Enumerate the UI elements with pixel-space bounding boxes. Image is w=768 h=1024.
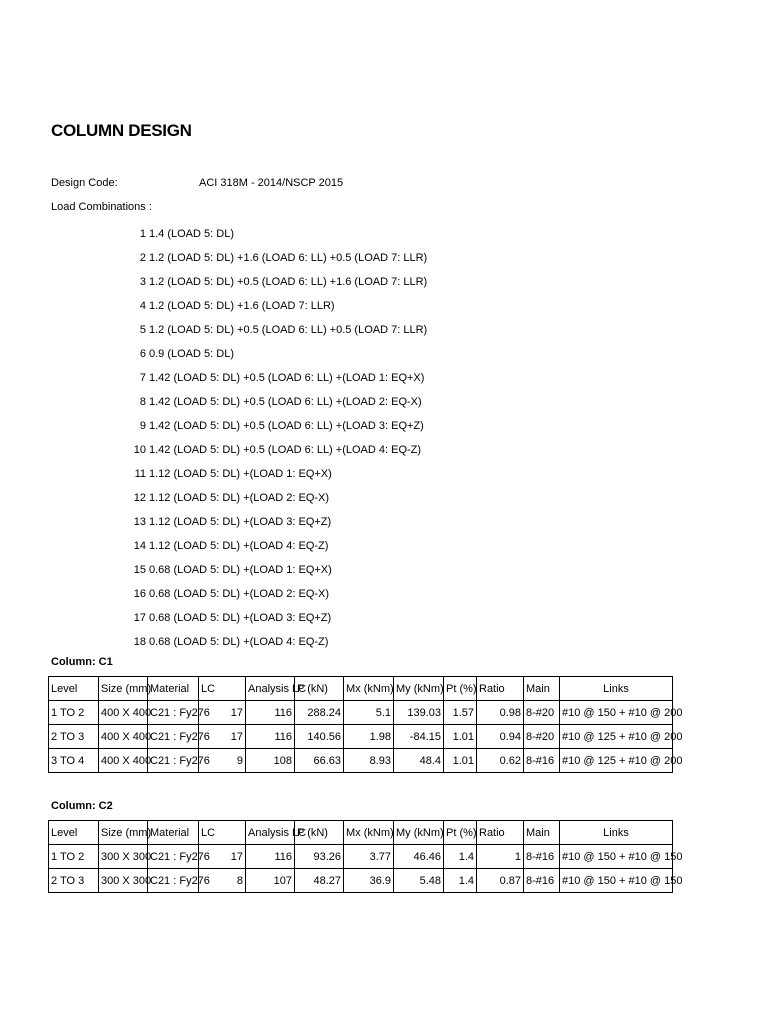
table-cell: 1.01 (444, 725, 477, 749)
header-cell: Main (524, 677, 560, 701)
design-code-label: Design Code: (51, 177, 118, 189)
load-combination-number: 11 (134, 468, 146, 480)
table-cell: 400 X 400 (99, 725, 148, 749)
table-cell: 107 (246, 869, 295, 893)
table-cell: 2 TO 3 (49, 725, 99, 749)
table-cell: 0.87 (477, 869, 524, 893)
table-cell: 8-#16 (524, 869, 560, 893)
table-cell: 300 X 300 (99, 845, 148, 869)
table-cell: #10 @ 125 + #10 @ 200 (560, 725, 673, 749)
load-combination-number: 1 (139, 228, 146, 240)
load-combination-text: 1.42 (LOAD 5: DL) +0.5 (LOAD 6: LL) +(LOAD 2: EQ-X) (149, 396, 422, 408)
table-cell: 1.57 (444, 701, 477, 725)
table-cell: 1 TO 2 (49, 701, 99, 725)
table-cell: 300 X 300 (99, 869, 148, 893)
table-header-row (49, 821, 673, 845)
load-combination-text: 1.2 (LOAD 5: DL) +0.5 (LOAD 6: LL) +1.6 (LOAD 7: LLR) (149, 276, 428, 288)
load-combination-number: 18 (133, 636, 146, 648)
table-cell: 48.4 (394, 749, 444, 773)
load-combination-number: 14 (133, 540, 146, 552)
table-cell: 48.27 (295, 869, 344, 893)
load-combination-number: 13 (133, 516, 146, 528)
load-combination-number: 4 (139, 300, 146, 312)
table-cell: #10 @ 150 + #10 @ 150 (560, 845, 673, 869)
header-cell: Links (560, 677, 673, 701)
load-combination-row (120, 606, 331, 630)
load-combination-row (120, 558, 332, 582)
table-cell: C21 : Fy276 (148, 701, 199, 725)
table-cell: C21 : Fy276 (148, 725, 199, 749)
load-combination-number: 10 (133, 444, 146, 456)
table-header-row (49, 677, 673, 701)
header-cell: P (kN) (295, 677, 344, 701)
table-row (49, 749, 673, 773)
load-combination-row (120, 390, 422, 414)
load-combination-text: 1.12 (LOAD 5: DL) +(LOAD 1: EQ+X) (149, 468, 332, 480)
load-combination-text: 0.68 (LOAD 5: DL) +(LOAD 4: EQ-Z) (149, 636, 329, 648)
design-code-value: ACI 318M - 2014/NSCP 2015 (199, 177, 344, 189)
header-cell: Material (148, 821, 199, 845)
table-cell: 0.98 (477, 701, 524, 725)
load-combination-row (120, 294, 335, 318)
load-combination-text: 1.42 (LOAD 5: DL) +0.5 (LOAD 6: LL) +(LOAD 1: EQ+X) (149, 372, 425, 384)
load-combination-text: 0.68 (LOAD 5: DL) +(LOAD 2: EQ-X) (149, 588, 330, 600)
table-cell: 400 X 400 (99, 701, 148, 725)
header-cell: Level (49, 821, 99, 845)
table-cell: C21 : Fy276 (148, 869, 199, 893)
table-cell: 108 (246, 749, 295, 773)
header-cell: P (kN) (295, 821, 344, 845)
load-combination-text: 1.2 (LOAD 5: DL) +1.6 (LOAD 7: LLR) (149, 300, 335, 312)
header-cell: Size (mm) (99, 821, 148, 845)
column-c2-table (48, 820, 683, 893)
table-row (49, 701, 673, 725)
table-cell: 8-#16 (524, 749, 560, 773)
table-cell: 36.9 (344, 869, 394, 893)
table-cell: 93.26 (295, 845, 344, 869)
load-combination-row (120, 510, 331, 534)
table-cell: 8 (199, 869, 246, 893)
table-cell: 8-#20 (524, 725, 560, 749)
load-combination-row (120, 270, 427, 294)
page-title: COLUMN DESIGN (51, 121, 192, 140)
table-cell: 140.56 (295, 725, 344, 749)
table-cell: #10 @ 125 + #10 @ 200 (560, 749, 673, 773)
header-cell: Ratio (477, 821, 524, 845)
load-combination-text: 1.42 (LOAD 5: DL) +0.5 (LOAD 6: LL) +(LOAD 3: EQ+Z) (149, 420, 424, 432)
load-combination-text: 1.2 (LOAD 5: DL) +0.5 (LOAD 6: LL) +0.5 (LOAD 7: LLR) (149, 324, 428, 336)
load-combination-text: 0.68 (LOAD 5: DL) +(LOAD 3: EQ+Z) (149, 612, 332, 624)
table-cell: 5.48 (394, 869, 444, 893)
column-c2-title: Column: C2 (51, 800, 113, 812)
table-cell: 8-#20 (524, 701, 560, 725)
header-cell: Ratio (477, 677, 524, 701)
header-cell: Analysis LC (246, 821, 295, 845)
load-combination-text: 0.9 (LOAD 5: DL) (149, 348, 234, 360)
load-combination-number: 16 (133, 588, 146, 600)
table-cell: 2 TO 3 (49, 869, 99, 893)
header-cell: Size (mm) (99, 677, 148, 701)
load-combination-number: 2 (139, 252, 146, 264)
load-combination-row (120, 318, 427, 342)
table-row (49, 725, 673, 749)
table-cell: 3 TO 4 (49, 749, 99, 773)
load-combination-row (120, 222, 234, 246)
header-cell: Mx (kNm) (344, 677, 394, 701)
table-cell: 0.62 (477, 749, 524, 773)
table-cell: 116 (246, 845, 295, 869)
header-cell: Material (148, 677, 199, 701)
load-combination-row (120, 342, 234, 366)
table-cell: 1.4 (444, 845, 477, 869)
header-cell: Level (49, 677, 99, 701)
load-combinations-label: Load Combinations : (51, 201, 152, 213)
load-combination-row (120, 366, 424, 390)
table-cell: 9 (199, 749, 246, 773)
load-combination-row (120, 246, 427, 270)
load-combination-row (120, 582, 329, 606)
load-combination-number: 8 (139, 396, 146, 408)
header-cell: Pt (%) (444, 677, 477, 701)
header-cell: Analysis LC (246, 677, 295, 701)
load-combination-number: 12 (133, 492, 146, 504)
load-combination-number: 9 (139, 420, 146, 432)
table-row (49, 869, 673, 893)
column-c1-title: Column: C1 (51, 656, 113, 668)
load-combination-text: 0.68 (LOAD 5: DL) +(LOAD 1: EQ+X) (149, 564, 332, 576)
load-combination-number: 15 (133, 564, 146, 576)
table-cell: 1.4 (444, 869, 477, 893)
load-combination-number: 3 (139, 276, 146, 288)
header-cell: Mx (kNm) (344, 821, 394, 845)
table-cell: 17 (199, 701, 246, 725)
header-cell: Links (560, 821, 673, 845)
header-cell: LC (199, 821, 246, 845)
table-cell: 400 X 400 (99, 749, 148, 773)
load-combination-text: 1.2 (LOAD 5: DL) +1.6 (LOAD 6: LL) +0.5 (LOAD 7: LLR) (149, 252, 428, 264)
load-combination-number: 6 (139, 348, 146, 360)
table-cell: 5.1 (344, 701, 394, 725)
table-cell: 1.98 (344, 725, 394, 749)
table-cell: #10 @ 150 + #10 @ 150 (560, 869, 673, 893)
load-combination-row (120, 414, 424, 438)
header-cell: My (kNm) (394, 821, 444, 845)
table-cell: 3.77 (344, 845, 394, 869)
table-cell: 8.93 (344, 749, 394, 773)
load-combination-row (120, 486, 329, 510)
load-combination-text: 1.12 (LOAD 5: DL) +(LOAD 3: EQ+Z) (149, 516, 332, 528)
table-cell: 0.94 (477, 725, 524, 749)
load-combination-text: 1.12 (LOAD 5: DL) +(LOAD 2: EQ-X) (149, 492, 330, 504)
header-cell: LC (199, 677, 246, 701)
table-cell: 288.24 (295, 701, 344, 725)
table-cell: C21 : Fy276 (148, 845, 199, 869)
header-cell: Main (524, 821, 560, 845)
table-cell: 66.63 (295, 749, 344, 773)
table-cell: 46.46 (394, 845, 444, 869)
table-cell: 1.01 (444, 749, 477, 773)
load-combination-row (120, 534, 328, 558)
table-cell: 139.03 (394, 701, 444, 725)
table-cell: 8-#16 (524, 845, 560, 869)
table-cell: 1 TO 2 (49, 845, 99, 869)
load-combination-text: 1.4 (LOAD 5: DL) (149, 228, 234, 240)
table-cell: -84.15 (394, 725, 444, 749)
load-combination-text: 1.12 (LOAD 5: DL) +(LOAD 4: EQ-Z) (149, 540, 329, 552)
header-cell: Pt (%) (444, 821, 477, 845)
column-c1-table (48, 676, 683, 773)
table-cell: 116 (246, 725, 295, 749)
table-cell: C21 : Fy276 (148, 749, 199, 773)
table-cell: 1 (477, 845, 524, 869)
load-combination-text: 1.42 (LOAD 5: DL) +0.5 (LOAD 6: LL) +(LOAD 4: EQ-Z) (149, 444, 422, 456)
load-combination-number: 5 (139, 324, 146, 336)
table-cell: 116 (246, 701, 295, 725)
load-combination-row (120, 438, 421, 462)
table-row (49, 845, 673, 869)
load-combination-row (120, 630, 328, 654)
table-cell: 17 (199, 845, 246, 869)
load-combination-row (120, 462, 332, 486)
header-cell: My (kNm) (394, 677, 444, 701)
table-cell: #10 @ 150 + #10 @ 200 (560, 701, 673, 725)
load-combination-number: 17 (133, 612, 146, 624)
table-cell: 17 (199, 725, 246, 749)
load-combination-number: 7 (139, 372, 146, 384)
